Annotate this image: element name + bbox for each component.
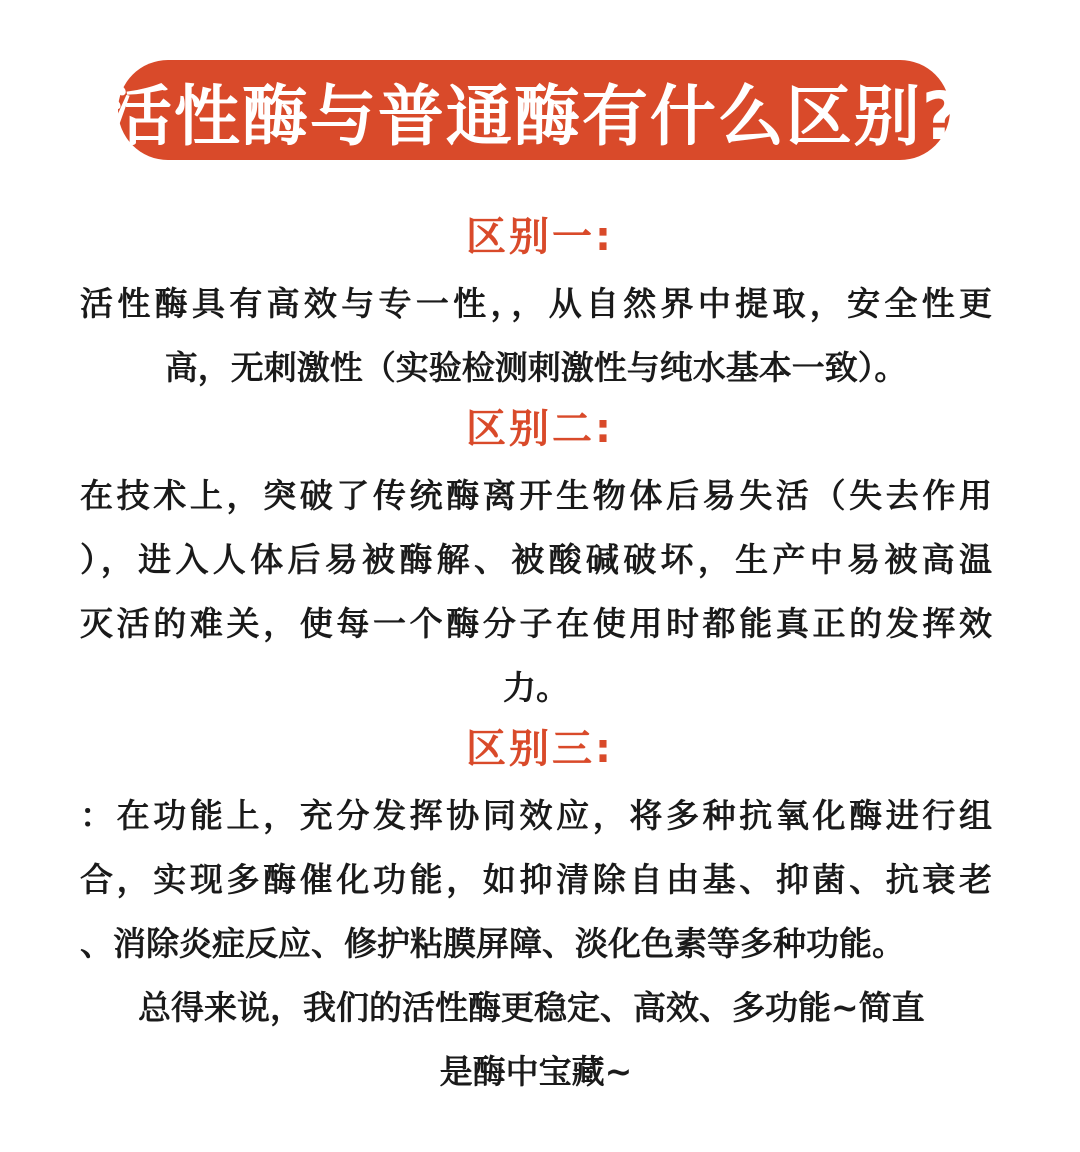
section-3-line-3: 、消除炎症反应、修护粘膜屏障、淡化色素等多种功能。: [80, 924, 905, 963]
section-heading-2: 区别二:: [466, 406, 614, 452]
section-3-line-1: ：在功能上，充分发挥协同效应，将多种抗氧化酶进行组: [80, 796, 992, 835]
section-2-line-1: 在技术上，突破了传统酶离开生物体后易失活（失去作用: [80, 476, 992, 515]
section-heading-1: 区别一:: [466, 214, 614, 260]
page-title: 活性酶与普通酶有什么区别?: [105, 77, 963, 155]
summary-block: [80, 976, 992, 1104]
summary-line-2: 是酶中宝藏~: [439, 1052, 633, 1091]
section-body-1: [80, 272, 992, 400]
title-banner: [105, 60, 963, 160]
section-1-line-1: 活性酶具有高效与专一性，，从自然界中提取，安全性更: [80, 284, 992, 323]
section-2-line-2: ），进入人体后易被酶解、被酸碱破坏，生产中易被高温: [80, 540, 992, 579]
section-2-line-4: 力。: [503, 668, 569, 707]
summary-line-1: 总得来说，我们的活性酶更稳定、高效、多功能~简直: [138, 988, 925, 1027]
section-3-line-2: 合，实现多酶催化功能，如抑清除自由基、抑菌、抗衰老: [80, 860, 992, 899]
section-heading-3: 区别三:: [466, 726, 614, 772]
section-body-3: [80, 784, 992, 976]
section-2-line-3: 灭活的难关，使每一个酶分子在使用时都能真正的发挥效: [80, 604, 992, 643]
section-1-line-2: 高，无刺激性（实验检测刺激性与纯水基本一致）。: [164, 348, 908, 387]
section-body-2: [80, 464, 992, 720]
